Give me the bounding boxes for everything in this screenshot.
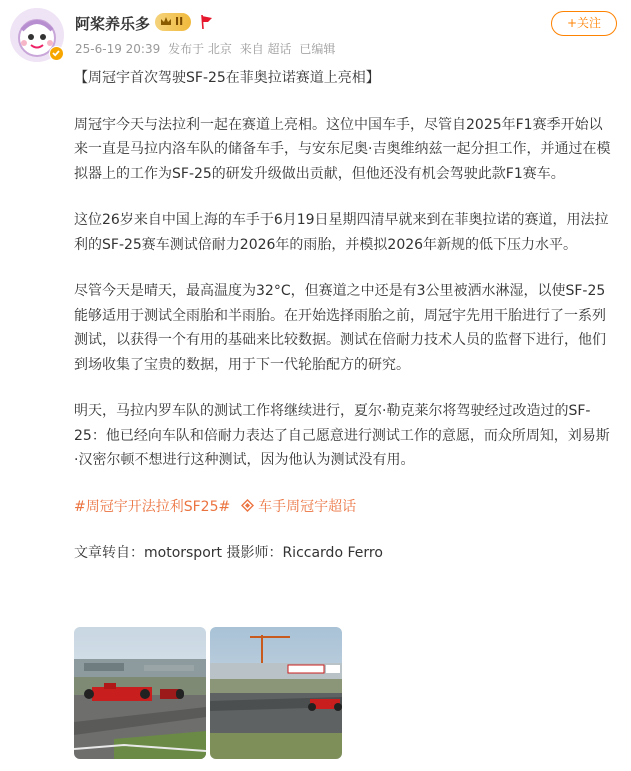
post-body [74,66,614,588]
level-badge-text: II [175,15,184,28]
hashtag-link[interactable]: #周冠宇开法拉利SF25# [74,498,231,515]
crown-icon [160,16,172,30]
verified-icon [49,46,64,61]
post-image-2[interactable] [210,627,342,759]
follow-button[interactable]: +关注 [551,11,617,36]
post-paragraph: 这位26岁来自中国上海的车手于6月19日星期四清早就来到在菲奥拉诺的赛道，用法拉利的SF-25赛车测试倍耐力2026年的雨胎，并模拟2026年新规的低下压力水平。 [74,212,609,253]
post-paragraph: 尽管今天是晴天，最高温度为32°C，但赛道之中还是有3公里被洒水淋湿，以使SF-25能够适用于测试全雨胎和半雨胎。在开始选择雨胎之前，周冠宇先用干胎进行了一系列测试，以获得一个有用的基础来比较数据。测试在倍耐力技术人员的监督下进行，他们到场收集了宝贵的数据，用于下一代轮胎配方的研究。 [74,283,606,373]
post-title: 【周冠宇首次驾驶SF-25在菲奥拉诺赛道上亮相】 [74,70,380,86]
flag-icon [200,14,214,34]
post-time[interactable]: 25-6-19 20:39 [75,42,161,56]
author-name[interactable]: 阿桨养乐多 [75,15,151,33]
post-meta [75,40,339,57]
post-image-1[interactable] [74,627,206,759]
supertopic-link[interactable] [241,499,356,515]
post-header [0,0,631,70]
post-location: 发布于 北京 [168,42,232,56]
source-credit: 文章转自：motorsport 摄影师：Riccardo Ferro [74,545,383,561]
level-badge[interactable] [155,13,191,31]
post-paragraph: 明天，马拉内罗车队的测试工作将继续进行，夏尔·勒克莱尔将驾驶经过改造过的SF-25：他已经向车队和倍耐力表达了自己愿意进行测试工作的意愿，而众所周知，刘易斯·汉密尔顿不想进行这种测试，因为他认为测试没有用。 [74,403,610,468]
supertopic-label[interactable]: 车手周冠宇超话 [258,498,357,515]
post-tags [74,495,614,520]
supertopic-icon [241,499,254,512]
post-edited[interactable]: 已编辑 [299,42,336,56]
post-paragraph: 周冠宇今天与法拉利一起在赛道上亮相。这位中国车手，尽管自2025年F1赛季开始以来一直是马拉内洛车队的储备车手，与安东尼奥·吉奥维纳兹一起分担工作，并通过在模拟器上的工作为SF-25的研发升级做出贡献，但他还没有机会驾驶此款F1赛车。 [74,116,611,182]
post-device[interactable]: 来自 超话 [239,42,292,56]
